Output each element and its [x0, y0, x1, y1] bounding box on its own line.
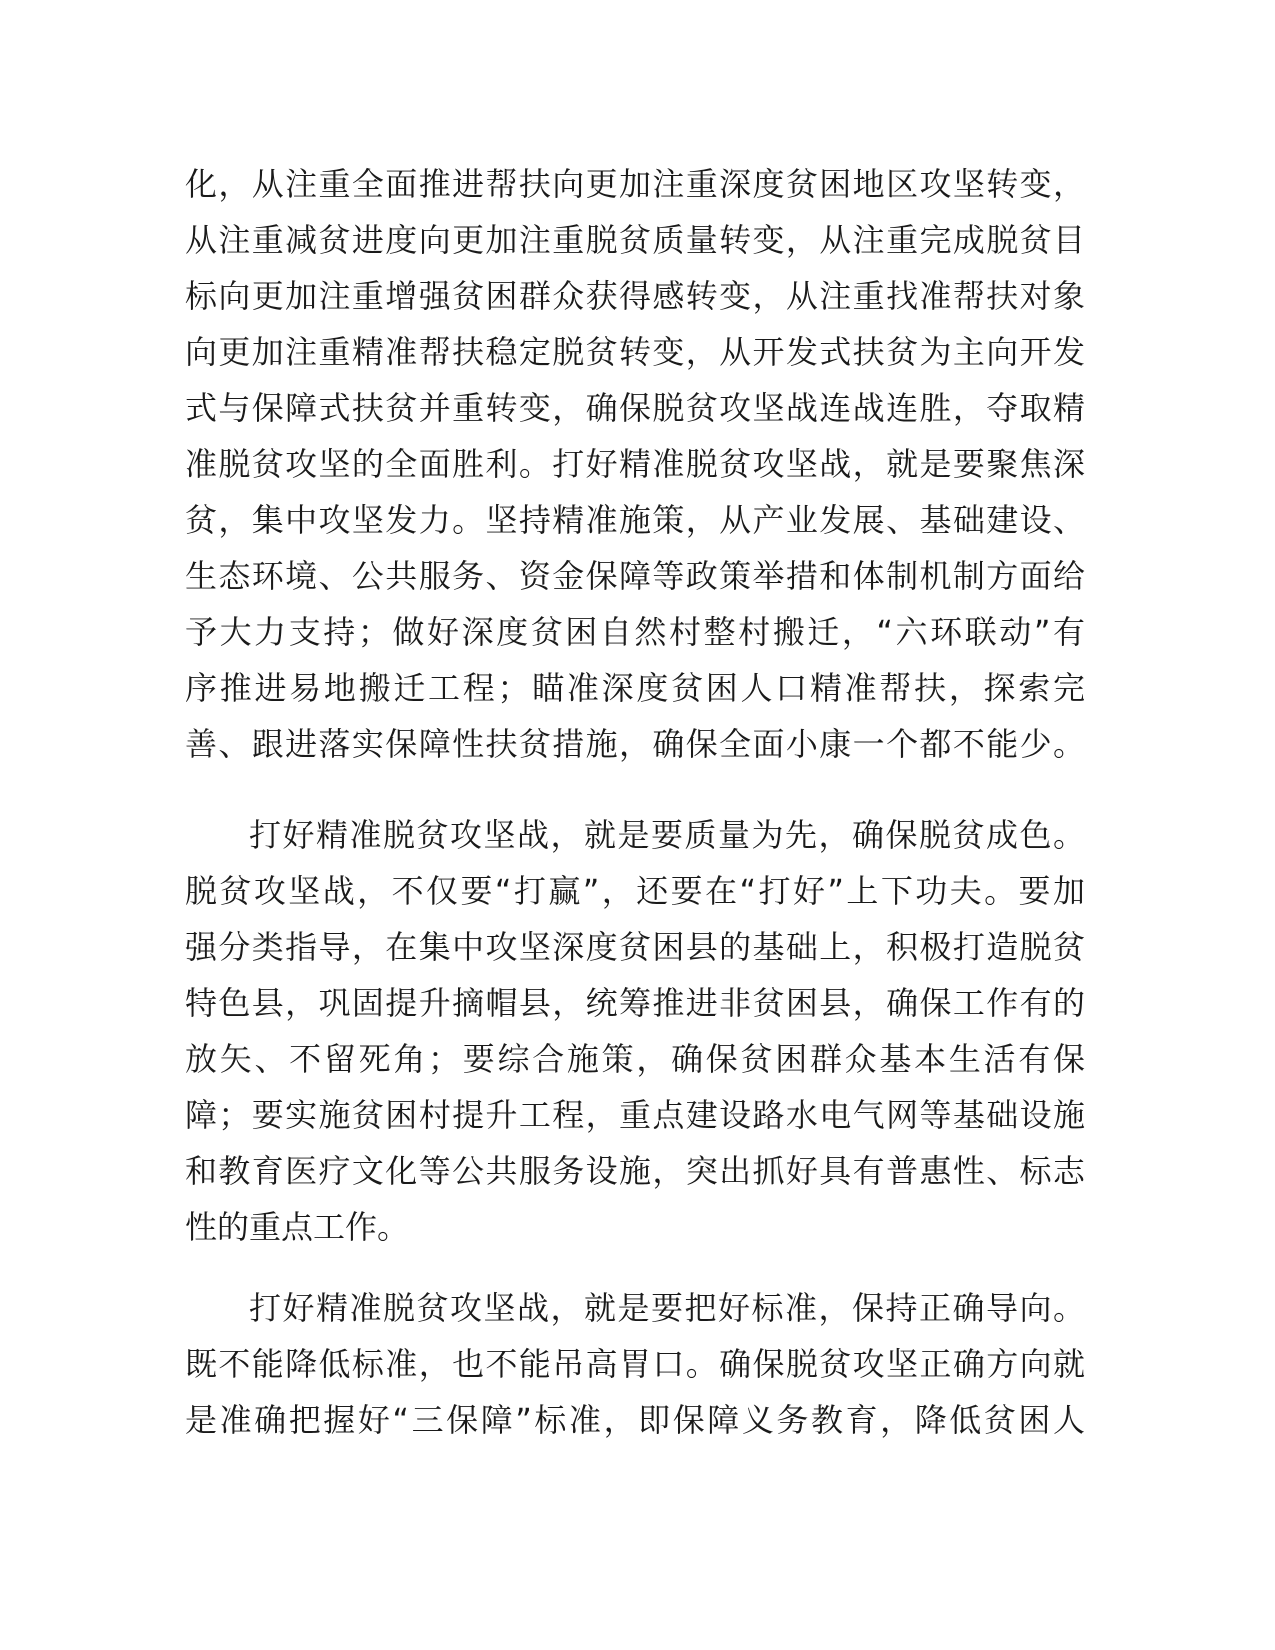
- text-line: 强分类指导，在集中攻坚深度贫困县的基础上，积极打造脱贫: [185, 928, 1085, 966]
- text-line: 是准确把握好“三保障”标准，即保障义务教育，降低贫困人: [185, 1401, 1085, 1439]
- text-line: 贫，集中攻坚发力。坚持精准施策，从产业发展、基础建设、: [185, 501, 1085, 539]
- text-line: 标向更加注重增强贫困群众获得感转变，从注重找准帮扶对象: [185, 277, 1085, 315]
- paragraph-3: [185, 1280, 1085, 1448]
- text-line: 性的重点工作。: [185, 1208, 410, 1246]
- text-line: 化，从注重全面推进帮扶向更加注重深度贫困地区攻坚转变，: [185, 165, 1085, 203]
- text-line: 打好精准脱贫攻坚战，就是要质量为先，确保脱贫成色。: [249, 816, 1085, 854]
- text-line: 式与保障式扶贫并重转变，确保脱贫攻坚战连战连胜，夺取精: [185, 389, 1085, 427]
- paragraph-2: [185, 807, 1085, 1255]
- text-line: 予大力支持；做好深度贫困自然村整村搬迁，“六环联动”有: [185, 613, 1085, 651]
- text-line: 序推进易地搬迁工程；瞄准深度贫困人口精准帮扶，探索完: [185, 669, 1085, 707]
- text-line: 脱贫攻坚战，不仅要“打赢”，还要在“打好”上下功夫。要加: [185, 872, 1085, 910]
- text-line: 障；要实施贫困村提升工程，重点建设路水电气网等基础设施: [185, 1096, 1085, 1134]
- text-line: 从注重减贫进度向更加注重脱贫质量转变，从注重完成脱贫目: [185, 221, 1085, 259]
- paragraph-1: [185, 156, 1085, 772]
- text-line: 准脱贫攻坚的全面胜利。打好精准脱贫攻坚战，就是要聚焦深: [185, 445, 1085, 483]
- text-line: 打好精准脱贫攻坚战，就是要把好标准，保持正确导向。: [249, 1289, 1085, 1327]
- text-line: 向更加注重精准帮扶稳定脱贫转变，从开发式扶贫为主向开发: [185, 333, 1085, 371]
- text-line: 既不能降低标准，也不能吊高胃口。确保脱贫攻坚正确方向就: [185, 1345, 1085, 1383]
- text-line: 和教育医疗文化等公共服务设施，突出抓好具有普惠性、标志: [185, 1152, 1085, 1190]
- text-line: 特色县，巩固提升摘帽县，统筹推进非贫困县，确保工作有的: [185, 984, 1085, 1022]
- text-line: 善、跟进落实保障性扶贫措施，确保全面小康一个都不能少。: [185, 725, 1085, 763]
- text-line: 生态环境、公共服务、资金保障等政策举措和体制机制方面给: [185, 557, 1085, 595]
- text-line: 放矢、不留死角；要综合施策，确保贫困群众基本生活有保: [185, 1040, 1085, 1078]
